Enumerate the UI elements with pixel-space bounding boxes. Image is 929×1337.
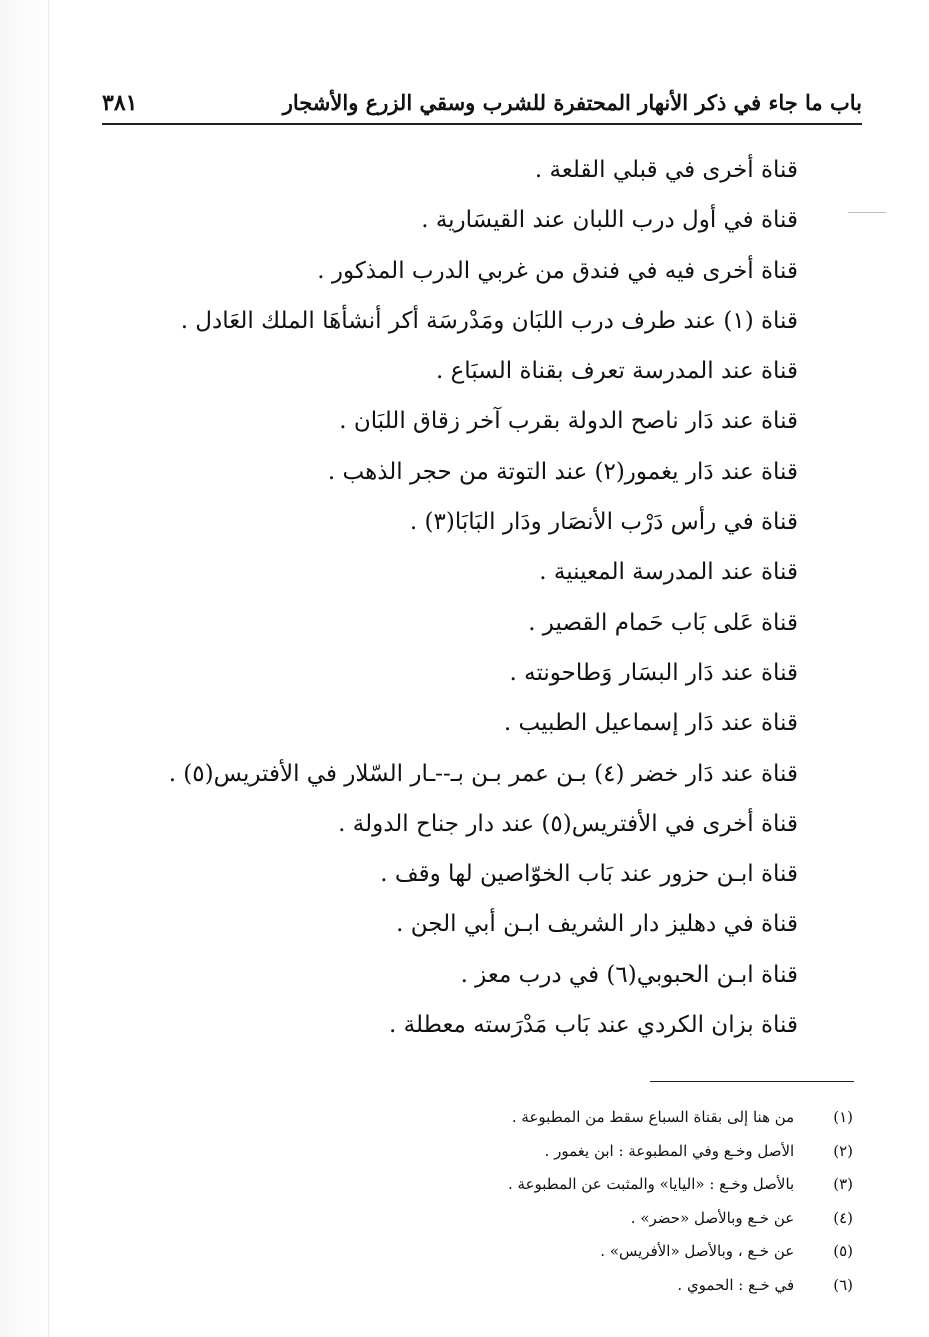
header-rule <box>102 123 862 125</box>
footnote-text: من هنا إلى بقناة السباع سقط من المطبوعة . <box>511 1108 795 1126</box>
footnote <box>253 1238 853 1272</box>
list-item: قناة أخرى فيه في فندق من غربي الدرب المذكور . <box>317 257 798 284</box>
footnote-text: بالأصل وخـع : «اليايا» والمثبت عن المطبوعة . <box>508 1175 795 1194</box>
margin-mark <box>848 212 886 213</box>
list-item: قناة (١) عند طرف درب اللبَان ومَدْرسَة أكر أنشأهَا الملك العَادل . <box>180 307 798 334</box>
list-item: قناة عند المدرسة المعينية . <box>539 559 798 586</box>
footnote-number: (٥) <box>833 1242 853 1261</box>
footnote-number: (٢) <box>833 1141 853 1160</box>
footnote-rule <box>650 1081 854 1082</box>
canal-list <box>168 150 798 1055</box>
list-item: قناة عند دَار ناصح الدولة بقرب آخر زقاق اللبَان . <box>339 408 798 435</box>
list-item: قناة ابـن الحبوبي(٦) في درب معز . <box>460 961 798 988</box>
footnote-text: عن خـع ، وبالأصل «الأفريس» . <box>600 1242 795 1261</box>
footnote-text: الأصل وخـع وفي المطبوعة : ابن يغمور . <box>544 1141 795 1160</box>
list-item: قناة في رأس دَرْب الأنصَار ودَار البَابَا(٣) . <box>409 509 798 536</box>
running-header <box>102 88 862 120</box>
footnote <box>253 1104 853 1138</box>
list-item: قناة عند دَار خضر (٤) بـن عمر بـن بـ--ـار السّلار في الأفتريس(٥) . <box>168 760 798 787</box>
footnote-number: (٦) <box>833 1275 853 1294</box>
list-item: قناة عند دَار إسماعيل الطبيب . <box>503 710 798 737</box>
list-item: قناة في دهليز دار الشريف ابـن أبي الجن . <box>396 911 798 938</box>
footnote-number: (٤) <box>833 1208 853 1227</box>
list-item: قناة ابـن حزور عند بَاب الخوّاصين لها وقف . <box>380 861 798 888</box>
footnote <box>253 1272 853 1306</box>
page-gutter <box>0 0 48 1337</box>
page-number: ٣٨١ <box>102 90 138 116</box>
footnotes <box>253 1104 853 1306</box>
page-gutter-line <box>48 0 49 1337</box>
list-item: قناة أخرى في قبلي القلعة . <box>534 157 798 183</box>
list-item: قناة عند دَار البسَار وَطاحونته . <box>509 659 798 686</box>
footnote <box>253 1171 853 1205</box>
list-item: قناة عَلى بَاب حَمام القصير . <box>528 609 798 636</box>
footnote <box>253 1138 853 1172</box>
list-item: قناة أخرى في الأفتريس(٥) عند دار جناح الدولة . <box>338 810 798 837</box>
footnote-text: في خـع : الحموي . <box>677 1275 795 1294</box>
list-item: قناة بزان الكردي عند بَاب مَدْرَسته معطلة . <box>389 1012 798 1039</box>
list-item: قناة عند المدرسة تعرف بقناة السبَاع . <box>435 358 798 385</box>
list-item: قناة عند دَار يغمور(٢) عند التوتة من حجر الذهب . <box>327 458 798 485</box>
footnote-text: عن خـع وبالأصل «حضر» . <box>630 1208 795 1227</box>
list-item: قناة في أول درب اللبان عند القيسَارية . <box>421 207 798 234</box>
footnote-number: (١) <box>833 1108 853 1126</box>
footnote-number: (٣) <box>833 1175 853 1194</box>
chapter-title: باب ما جاء في ذكر الأنهار المحتفرة للشرب وسقي الزرع والأشجار <box>282 90 862 115</box>
footnote <box>253 1205 853 1239</box>
